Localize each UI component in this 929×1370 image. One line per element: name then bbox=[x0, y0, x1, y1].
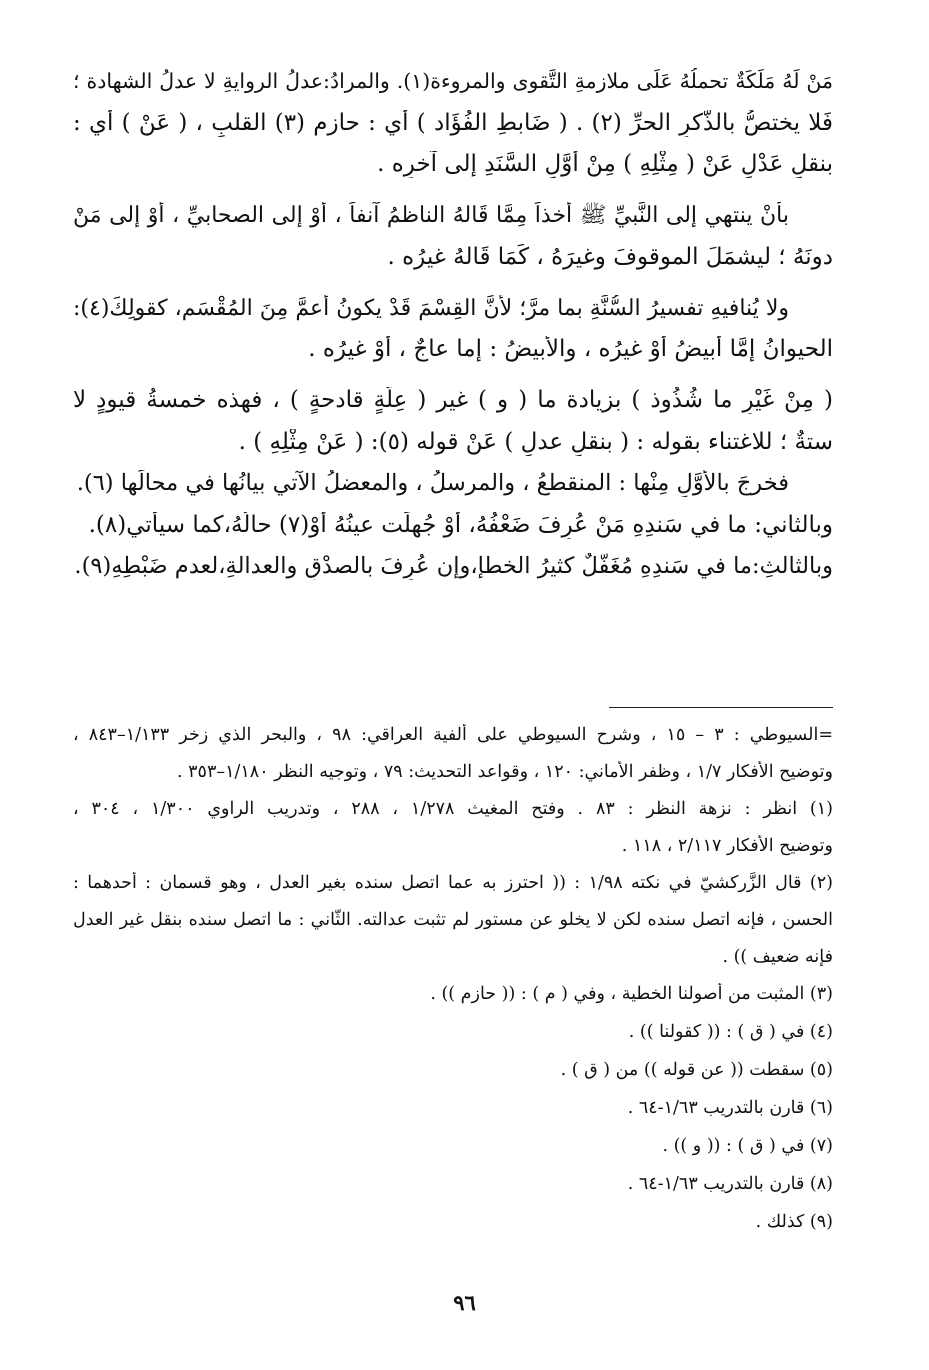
main-line: بأنْ ينتهي إلى النَّبيِّ ﷺ أخذاً مِمَّا قَالهُ الناظمُ آنفاً ، أوْ إلى الصحابيِّ ، أوْ إلى مَنْ bbox=[73, 203, 789, 228]
footnote-line: (٤) في ( ق ) : (( كقولنا )) . bbox=[628, 1022, 833, 1042]
main-line: ستةٌ ؛ للاغتناء بقوله : ( بنقلِ عدلٍ ) عَنْ قوله (٥): ( عَنْ مِثْلِهِ ) . bbox=[238, 428, 833, 455]
main-line: دونَهُ ؛ ليشمَلَ الموقوفَ وغيرَهُ ، كَمَا قَالهُ غيرُه . bbox=[387, 243, 833, 270]
footnote-line: (١) انظر : نزهة النظر : ٨٣ . وفتح المغيث ١/٢٧٨ ، ٢٨٨ ، وتدريب الراوي ١/٣٠٠ ، ٣٠٤ ، bbox=[73, 799, 833, 819]
footnote-line: (٢) قال الزَّركشيّ في نكته ١/٩٨ : (( احترز به عما اتصل سنده بغير العدل ، وهو قسمان : أحدهما : bbox=[73, 873, 833, 893]
footnote-line: (٦) قارن بالتدريب ١/٦٣-٦٤ . bbox=[627, 1098, 833, 1118]
main-line: فَلا يختصُّ بالذَّكرِ الحرِّ (٢) . ( ضَابطِ الفُؤَاد ) أي : حازمِ (٣) القلبِ ، ( عَنْ ) أي : bbox=[73, 109, 833, 136]
footnote-separator bbox=[609, 707, 833, 708]
footnote-line: (٥) سقطت (( عن قوله )) من ( ق ) . bbox=[560, 1060, 833, 1080]
footnote-line: =السيوطي : ٣ – ١٥ ، وشرح السيوطي على ألفية العراقي: ٩٨ ، والبحر الذي زخر ١/١٣٣–٨٤٣ ، bbox=[73, 725, 833, 745]
footnote-line: وتوضيح الأفكار ١/٧ ، وظفر الأماني: ١٢٠ ، وقواعد التحديث: ٧٩ ، وتوجيه النظر ١/١٨٠–٣٥٣ . bbox=[177, 762, 833, 782]
footnote-line: (٨) قارن بالتدريب ١/٦٣-٦٤ . bbox=[627, 1174, 833, 1194]
footnote-line: وتوضيح الأفكار ٢/١١٧ ، ١١٨ . bbox=[621, 836, 833, 856]
main-text bbox=[73, 68, 833, 595]
footnote-line: الحسن ، فإنه اتصل سنده لكن لا يخلو عن مستور لم تثبت عدالته. الثّاني : ما اتصل سنده بنقل غير العدل bbox=[73, 910, 833, 930]
footnotes bbox=[73, 724, 833, 1249]
main-line: وبالثاني: ما في سَندِهِ مَنْ عُرِفَ ضَعْفُهُ، أوْ جُهِلَت عينُهُ أوْ(٧) حالُهُ،كما سيأتي(٨). bbox=[88, 511, 833, 538]
main-line: وبالثالثِ:ما في سَندِهِ مُغَفَّلٌ كثيرُ الخطإِ،وإن عُرِفَ بالصدْقِ والعدالةِ،لعدمِ ضَبْطِهِ(٩). bbox=[74, 553, 833, 579]
footnote-line: فإنه ضعيف )) . bbox=[722, 947, 833, 967]
page-number: ٩٦ bbox=[453, 1290, 476, 1315]
footnote-line: (٣) المثبت من أصولنا الخطية ، وفي ( م ) : (( حازم )) . bbox=[430, 984, 833, 1004]
footnote-line: (٧) في ( ق ) : (( و )) . bbox=[662, 1136, 833, 1156]
main-line: الحيوانُ إمَّا أبيضُ أوْ غيرُه ، والأبيضُ : إما عاجٌ ، أوْ غيرُه . bbox=[308, 336, 833, 362]
main-line: ولا يُنافيهِ تفسيرُ السُّنَّةِ بما مرَّ؛ لأنَّ القِسْمَ قَدْ يكونُ أعمَّ مِنَ المُقْسَمِ، كقولِكَ(٤): bbox=[73, 295, 790, 321]
main-line: مَنْ لَهُ مَلَكَةٌ تحملُهُ عَلَى ملازمةِ التَّقوى والمروءة(١). والمرادُ:عدلُ الروايةِ لا عدلُ الشهادة ؛ bbox=[73, 69, 833, 93]
footnote-line: (٩) كذلك . bbox=[755, 1212, 833, 1232]
main-line: بنقلِ عَدْلٍ عَنْ ( مِثْلِهِ ) مِنْ أوَّلِ السَّنَدِ إلى آخرِه . bbox=[377, 151, 833, 177]
main-line: ( مِنْ غَيْرِ ما شُذُوذ ) بزيادة ما ( و ) غير ( عِلَّةٍ قادحةٍ ) ، فهذه خمسةُ قيودٍ لا bbox=[73, 387, 833, 413]
main-line: فخرجَ بالأوَّلِ مِنْها : المنقطعُ ، والمرسلُ ، والمعضلُ الآتي بيانُها في محالِّها (٦). bbox=[76, 470, 789, 496]
